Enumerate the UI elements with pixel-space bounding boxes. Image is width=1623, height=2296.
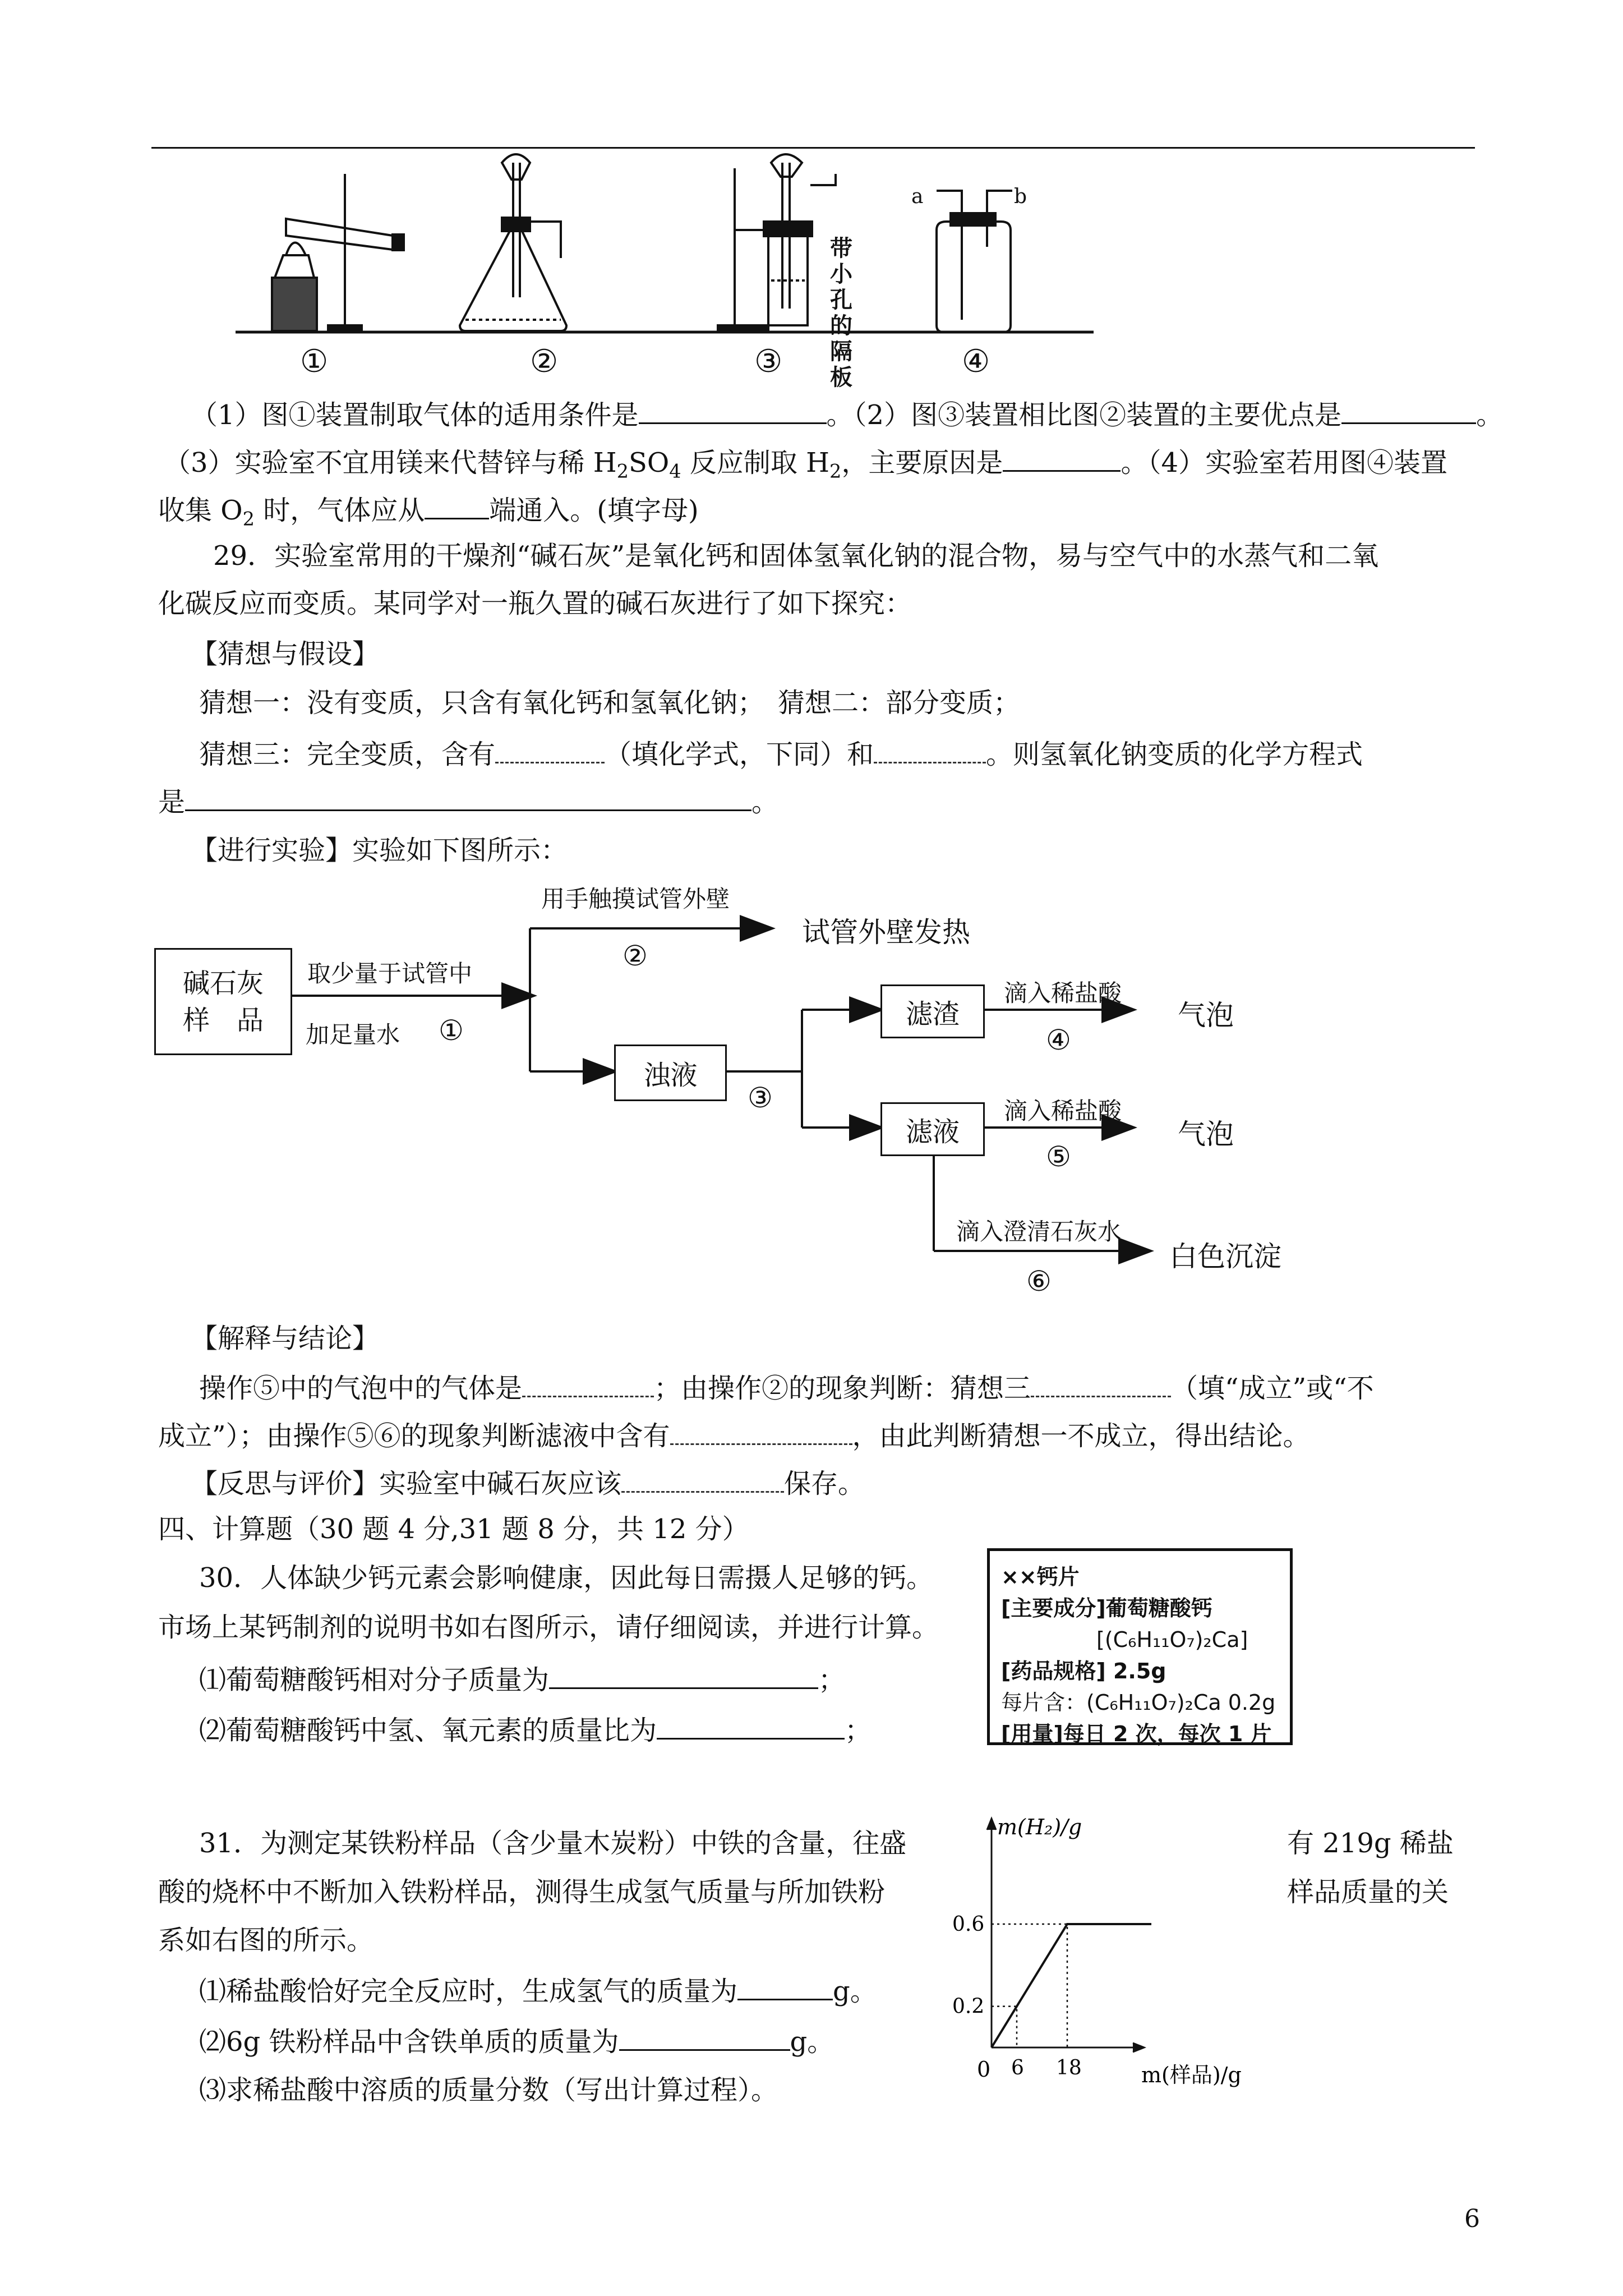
q29-conclusion-title: 【解释与结论】	[191, 1323, 380, 1354]
flow-turbid-box: 浊液	[614, 1045, 727, 1101]
chart-xlabel: m(样品)/g	[1141, 2063, 1242, 2087]
flow-step1-top: 取少量于试管中	[307, 960, 473, 987]
flow-filtrate-box: 滤液	[880, 1102, 985, 1156]
chart-series-line	[992, 1924, 1151, 2047]
flow-touch-label: 用手触摸试管外壁	[541, 885, 730, 913]
flow-sample-l2: 样 品	[182, 1004, 264, 1036]
flow-num-1: ①	[439, 1014, 464, 1047]
apparatus-label-3: ③	[754, 343, 783, 380]
q28-line-1: （1）图①装置制取气体的适用条件是 。（2）图③装置相比图②装置的主要优点是 。	[191, 395, 1503, 432]
flow-add-lime: 滴入澄清石灰水	[956, 1218, 1122, 1245]
q28-line-2: （3）实验室不宜用镁来代替锌与稀 $H_2SO_4$ 反应制取 $H_2$，主要原因是 。（4）实验室若用图④装置	[164, 443, 1447, 489]
q31-line-1b: 有 219g 稀盐	[1287, 1828, 1454, 1859]
label-title: ××钙片	[1001, 1565, 1080, 1589]
chart-x-tick: 18	[1056, 2056, 1082, 2079]
apparatus4-port-a: a	[911, 185, 924, 208]
chart-origin: 0	[977, 2057, 991, 2082]
q29-hypothesis-title: 【猜想与假设】	[191, 638, 380, 670]
flow-add-hcl-1: 滴入稀盐酸	[1004, 979, 1122, 1007]
flow-bubbles-2: 气泡	[1178, 1118, 1234, 1151]
chart-y-tick: 0.2	[952, 1995, 985, 2018]
flow-add-hcl-2: 滴入稀盐酸	[1004, 1097, 1122, 1125]
flow-sample-box	[154, 948, 292, 1055]
flow-heat-result: 试管外壁发热	[802, 916, 970, 949]
flow-sample-l1: 碱石灰	[182, 967, 264, 999]
apparatus-label-1: ①	[300, 343, 329, 380]
q28-line-3: 收集 $O_2$ 时，气体应从 端通入。(填字母)	[158, 491, 699, 537]
label-content: 每片含：(C₆H₁₁O₇)₂Ca 0.2g	[1001, 1690, 1276, 1715]
chart-ylabel: m(H₂)/g	[997, 1815, 1082, 1839]
q30-line-4: ⑵葡萄糖酸钙中氢、氧元素的质量比为 ；	[199, 1711, 872, 1748]
flow-num-5: ⑤	[1046, 1140, 1071, 1173]
hydrogen-mass-chart	[948, 1806, 1262, 2098]
calcium-tablet-label	[987, 1548, 1293, 1745]
flow-num-3: ③	[748, 1082, 773, 1114]
apparatus4-port-b: b	[1014, 185, 1027, 208]
q29-hypothesis-4: 是 。	[158, 783, 778, 820]
apparatus3-partition-label: 带小孔的隔板	[830, 236, 852, 390]
chart-x-tick: 6	[1011, 2056, 1024, 2079]
q30-line-1: 30．人体缺少钙元素会影响健康，因此每日需摄人足够的钙。	[199, 1562, 934, 1594]
q29-experiment-title: 【进行实验】实验如下图所示：	[191, 835, 568, 866]
q31-line-6: ⑶求稀盐酸中溶质的质量分数（写出计算过程）。	[199, 2074, 778, 2106]
q31-line-4: ⑴稀盐酸恰好完全反应时，生成氢气的质量为 g。	[199, 1972, 877, 2009]
flow-bubbles-1: 气泡	[1178, 999, 1234, 1032]
chart-y-tick: 0.6	[952, 1913, 985, 1936]
flow-num-6: ⑥	[1026, 1265, 1052, 1297]
section-4-title: 四、计算题（30 题 4 分,31 题 8 分，共 12 分）	[158, 1513, 749, 1545]
flow-num-4: ④	[1046, 1024, 1071, 1056]
q29-conclusion-2: 成立”）；由操作⑤⑥的现象判断滤液中含有 ，由此判断猜想一不成立，得出结论。	[158, 1416, 1310, 1453]
q31-line-5: ⑵6g 铁粉样品中含铁单质的质量为 g。	[199, 2022, 834, 2059]
q31-line-3: 系如右图的所示。	[158, 1925, 374, 1956]
flow-num-2: ②	[623, 940, 648, 972]
label-spec: [药品规格] 2.5g	[1001, 1659, 1166, 1683]
flow-step1-bottom: 加足量水	[306, 1021, 400, 1048]
flow-residue-box: 滤渣	[880, 984, 985, 1038]
q29-hypothesis-3: 猜想三：完全变质，含有 （填化学式，下同）和 。则氢氧化钠变质的化学方程式	[199, 735, 1363, 772]
apparatus-label-4: ④	[962, 343, 990, 380]
apparatus-label-2: ②	[530, 343, 559, 380]
q29-conclusion-1: 操作⑤中的气泡中的气体是 ；由操作②的现象判断：猜想三 （填“成立”或“不	[199, 1369, 1374, 1406]
label-dosage: [用量]每日 2 次，每次 1 片	[1001, 1722, 1272, 1746]
q29-intro-2: 化碳反应而变质。某同学对一瓶久置的碱石灰进行了如下探究：	[158, 588, 912, 619]
q31-line-2a: 酸的烧杯中不断加入铁粉样品，测得生成氢气质量与所加铁粉	[158, 1876, 886, 1908]
q29-intro-1: 29．实验室常用的干燥剂“碱石灰”是氧化钙和固体氢氧化钠的混合物，易与空气中的水蒸气和二氧	[213, 540, 1379, 572]
page-number: 6	[1464, 2205, 1480, 2233]
flow-precipitate: 白色沉淀	[1169, 1240, 1281, 1273]
q29-hypothesis-1: 猜想一：没有变质，只含有氧化钙和氢氧化钠； 猜想二：部分变质；	[199, 687, 1021, 719]
q29-reflection: 【反思与评价】实验室中碱石灰应该 保存。	[191, 1464, 865, 1501]
q31-line-2b: 样品质量的关	[1287, 1876, 1449, 1908]
label-formula: [(C₆H₁₁O₇)₂Ca]	[1096, 1627, 1248, 1652]
label-ingredient: [主要成分]葡萄糖酸钙	[1001, 1596, 1212, 1621]
q30-line-3: ⑴葡萄糖酸钙相对分子质量为 ；	[199, 1660, 845, 1697]
q31-line-1a: 31．为测定某铁粉样品（含少量木炭粉）中铁的含量，往盛	[199, 1828, 907, 1859]
q30-line-2: 市场上某钙制剂的说明书如右图所示，请仔细阅读，并进行计算。	[158, 1612, 939, 1643]
